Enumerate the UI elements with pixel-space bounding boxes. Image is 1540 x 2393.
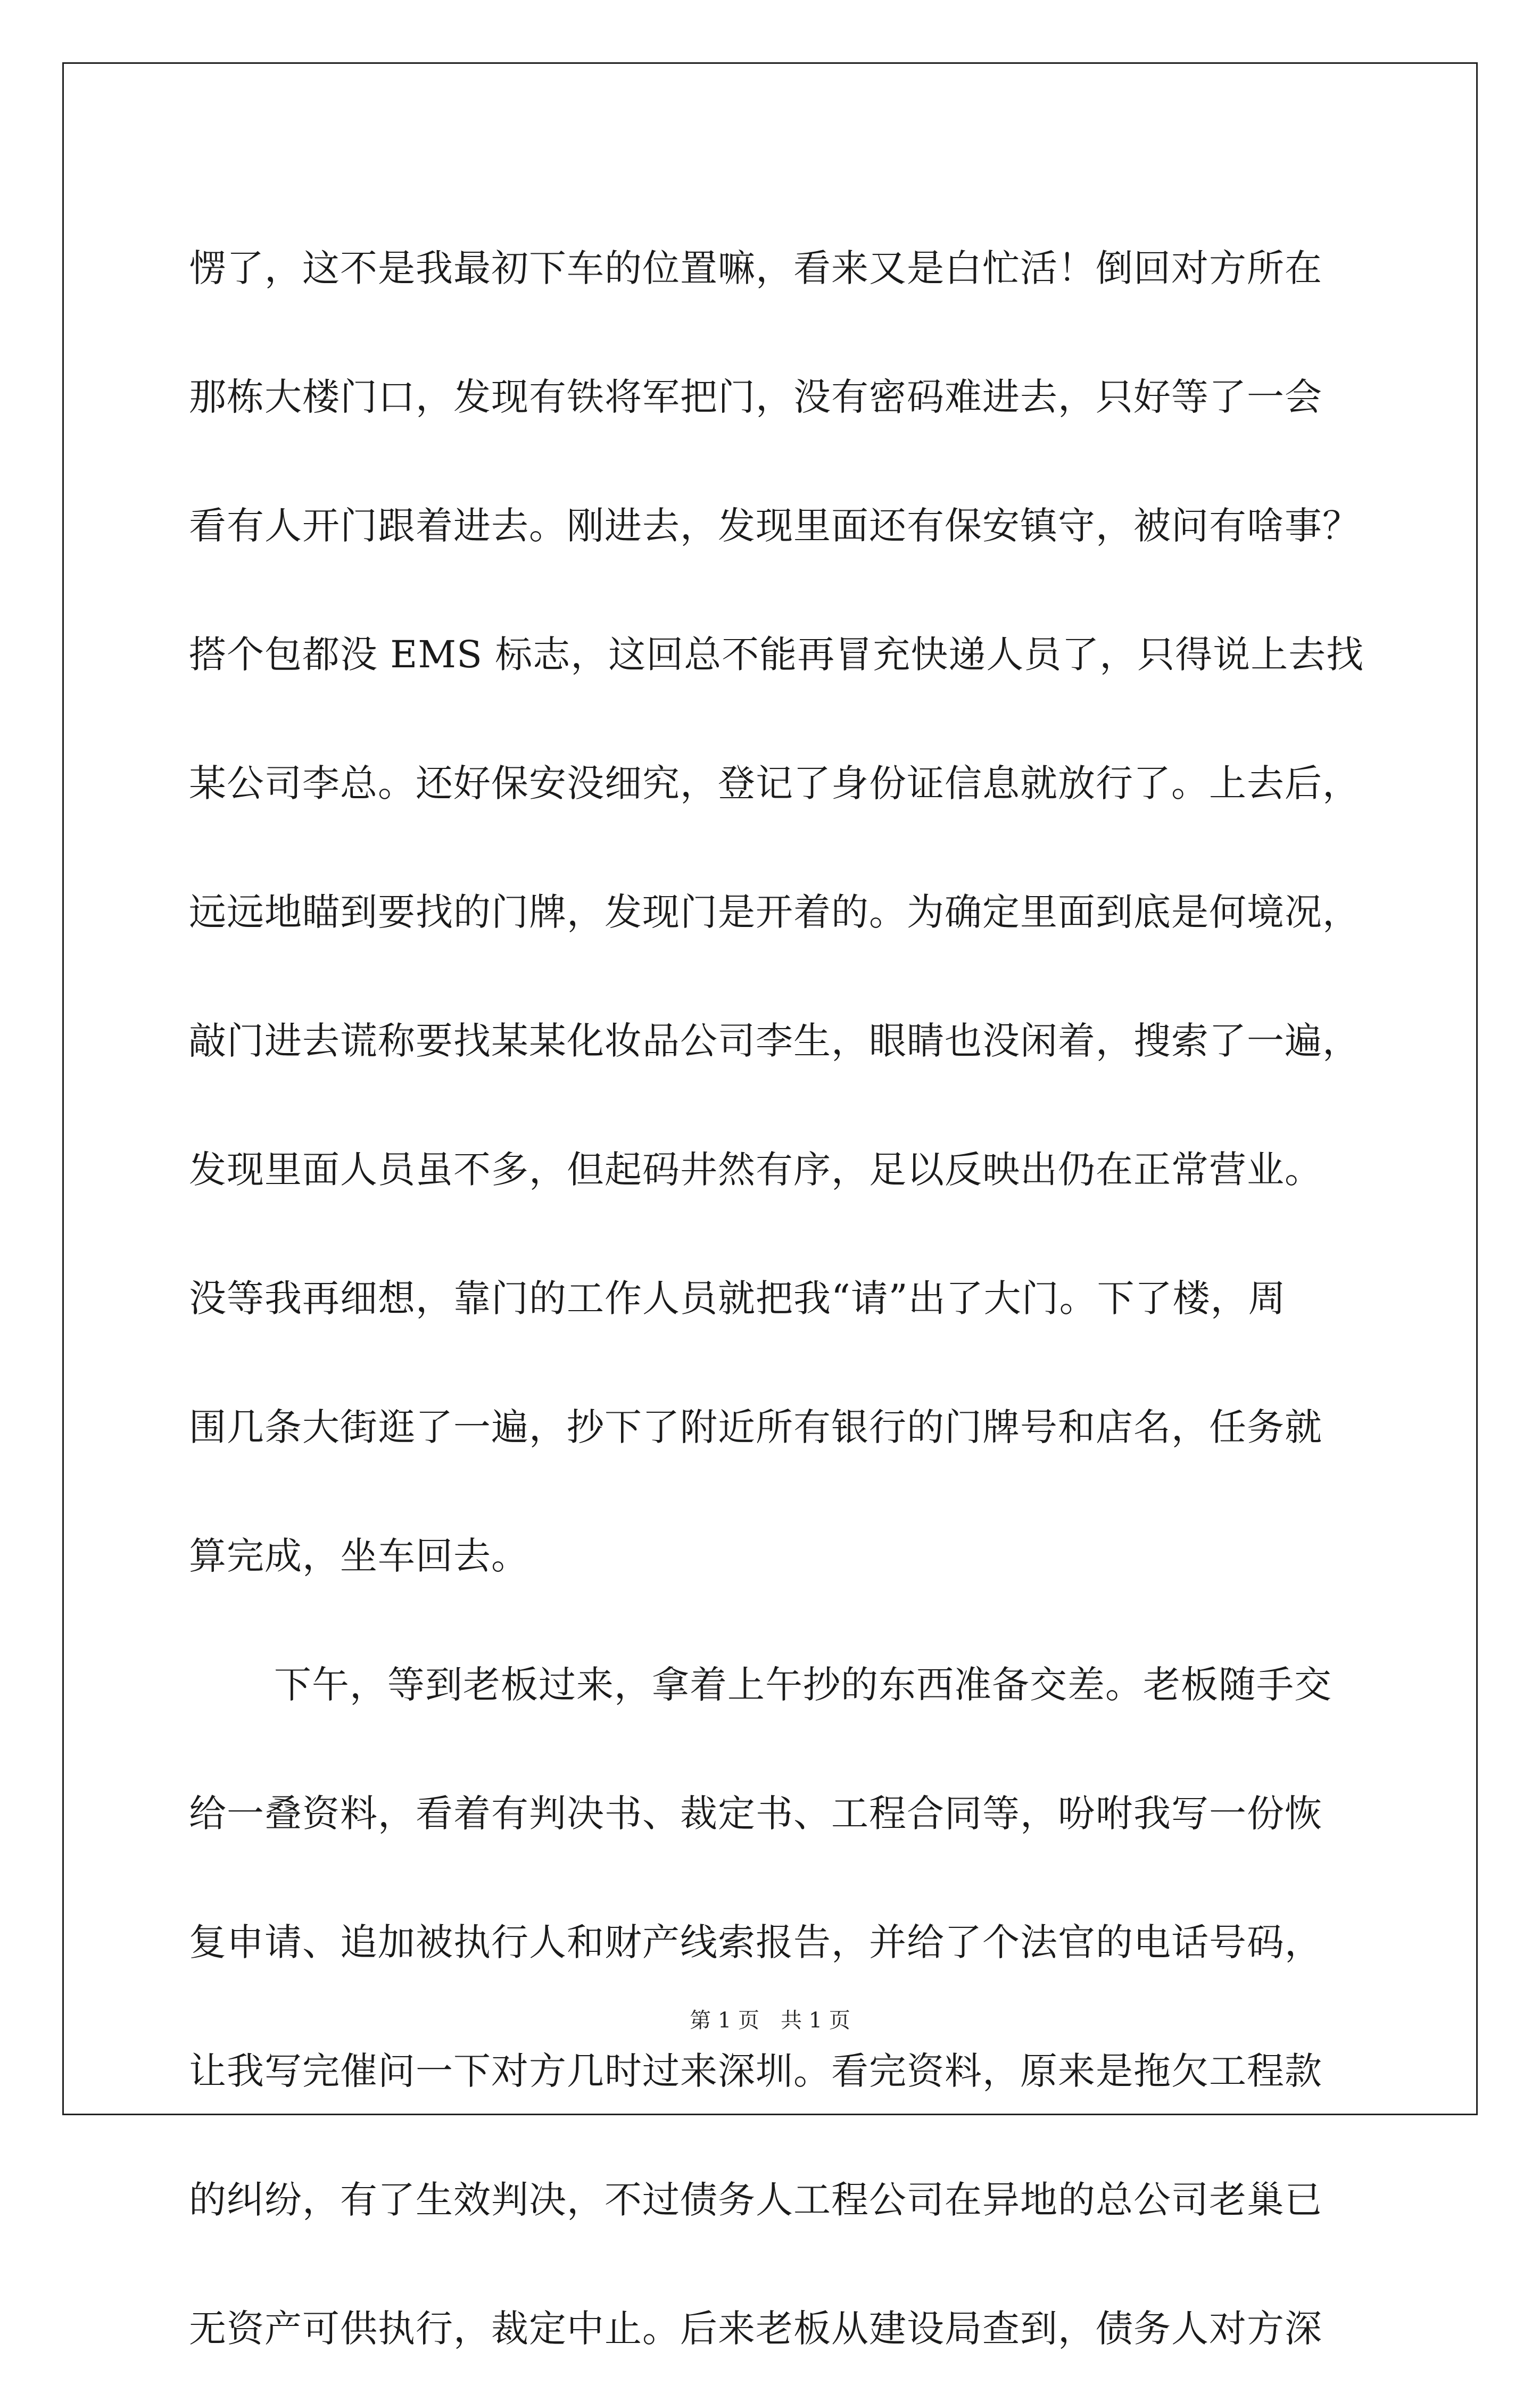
page-footer <box>0 2003 1540 2034</box>
total-pages: 共 1 页 <box>781 2008 850 2033</box>
text-line: 敲门进去谎称要找某某化妆品公司李生，眼睛也没闲着，搜索了一遍， <box>189 1019 1360 1063</box>
text-line: 那栋大楼门口，发现有铁将军把门，没有密码难进去，只好等了一会 <box>189 375 1322 419</box>
text-line: 的纠纷，有了生效判决，不过债务人工程公司在异地的总公司老巢已 <box>189 2178 1322 2222</box>
paragraph-start-line: 下午，等到老板过来，拿着上午抄的东西准备交差。老板随手交 <box>274 1663 1332 1707</box>
document-body <box>189 204 1364 2393</box>
text-line: 搭个包都没 EMS 标志，这回总不能再冒充快递人员了，只得说上去找 <box>189 633 1364 676</box>
text-line: 远远地瞄到要找的门牌，发现门是开着的。为确定里面到底是何境况， <box>189 890 1360 934</box>
text-line: 看有人开门跟着进去。刚进去，发现里面还有保安镇守，被问有啥事？ <box>189 504 1360 548</box>
text-line: 无资产可供执行，裁定中止。后来老板从建设局查到，债务人对方深 <box>189 2307 1322 2350</box>
text-line: 让我写完催问一下对方几时过来深圳。看完资料，原来是拖欠工程款 <box>189 2049 1322 2093</box>
text-line: 没等我再细想，靠门的工作人员就把我“请”出了大门。下了楼，周 <box>189 1277 1286 1320</box>
text-line: 愣了，这不是我最初下车的位置嘛，看来又是白忙活！倒回对方所在 <box>189 246 1322 290</box>
text-line: 某公司李总。还好保安没细究，登记了身份证信息就放行了。上去后， <box>189 761 1360 805</box>
text-line: 发现里面人员虽不多，但起码井然有序，足以反映出仍在正常营业。 <box>189 1148 1322 1191</box>
page-number: 第 1 页 <box>690 2008 759 2033</box>
text-line: 给一叠资料，看着有判决书、裁定书、工程合同等，吩咐我写一份恢 <box>189 1792 1322 1835</box>
text-line: 复申请、追加被执行人和财产线索报告，并给了个法官的电话号码， <box>189 1920 1322 1964</box>
text-line: 算完成，坐车回去。 <box>189 1534 529 1578</box>
text-line: 围几条大街逛了一遍，抄下了附近所有银行的门牌号和店名，任务就 <box>189 1405 1322 1449</box>
